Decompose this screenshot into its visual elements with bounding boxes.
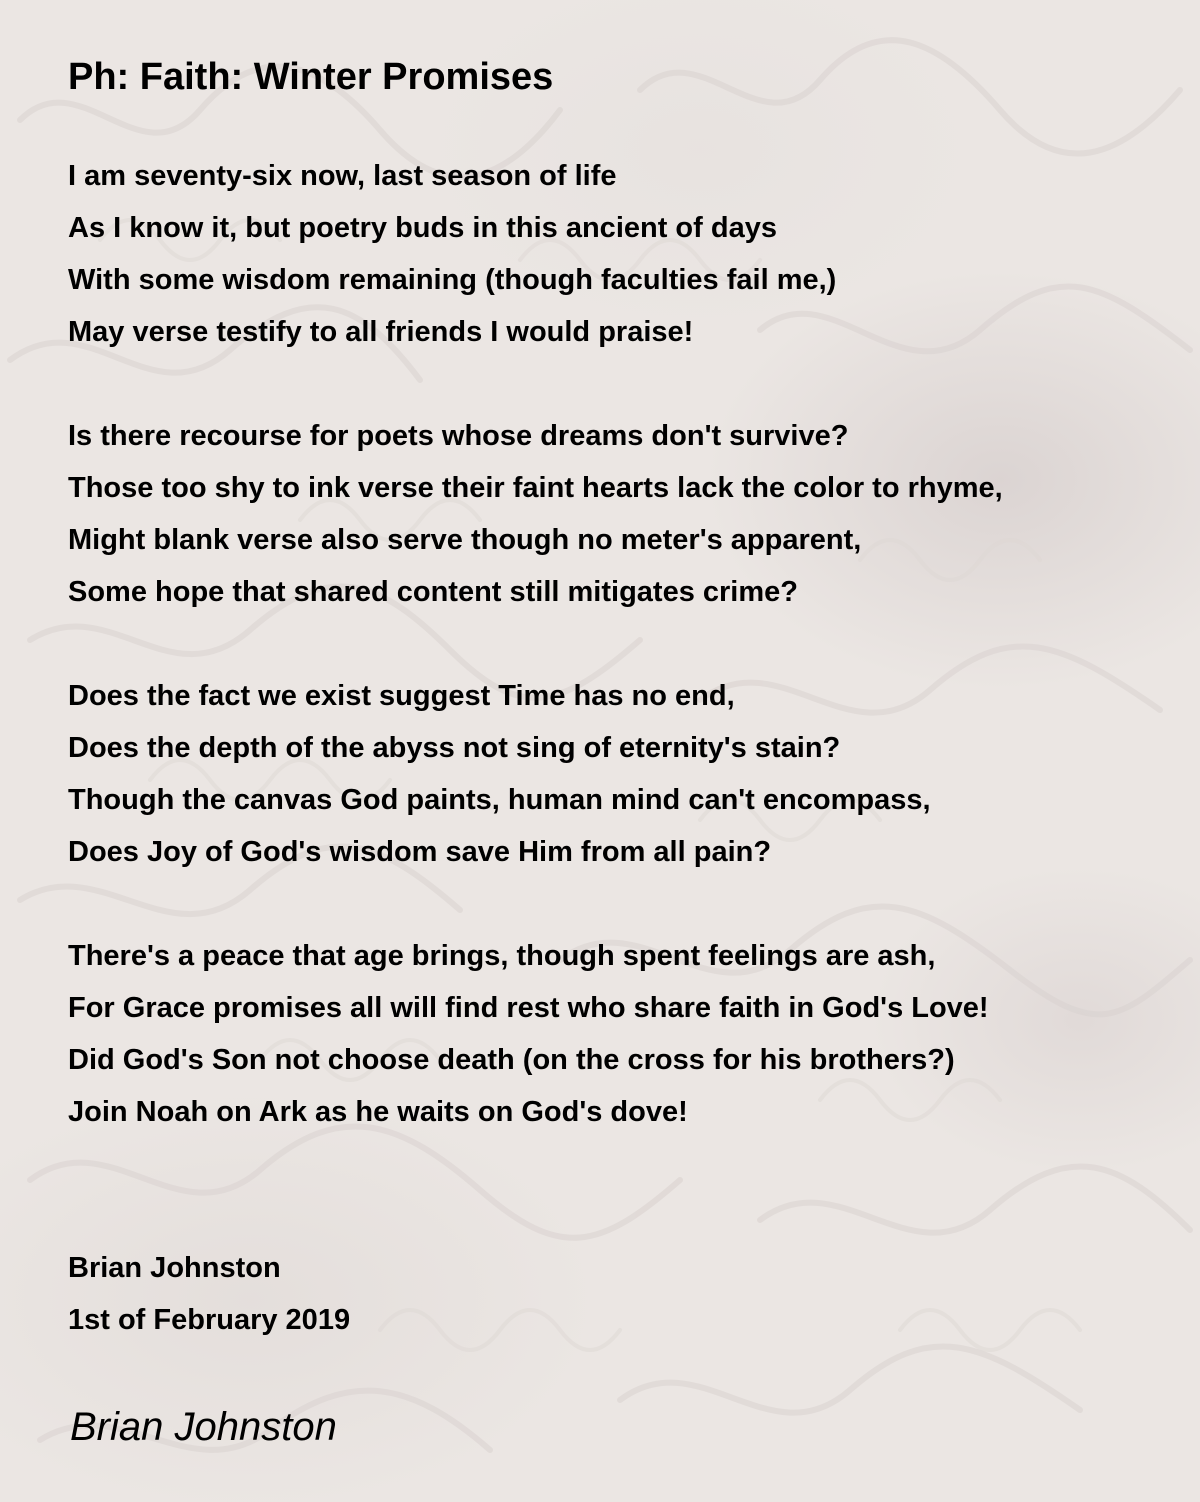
poem-line: Join Noah on Ark as he waits on God's dove!: [68, 1096, 688, 1128]
poem-line: Does the depth of the abyss not sing of eternity's stain?: [68, 732, 841, 764]
poem-date: 1st of February 2019: [68, 1304, 351, 1336]
poem-body: [68, 150, 1168, 1190]
poem-line: Might blank verse also serve though no meter's apparent,: [68, 524, 862, 556]
author-signature: Brian Johnston: [70, 1405, 337, 1449]
poem-line: Does Joy of God's wisdom save Him from all pain?: [68, 836, 772, 868]
poem-line: I am seventy-six now, last season of life: [68, 160, 617, 192]
poem-line: May verse testify to all friends I would praise!: [68, 316, 694, 348]
poem-line: Those too shy to ink verse their faint hearts lack the color to rhyme,: [68, 472, 1003, 504]
poem-title: Ph: Faith: Winter Promises: [68, 56, 554, 98]
stanza-4: [68, 930, 1168, 1138]
poem-author: Brian Johnston: [68, 1252, 281, 1284]
poem-line: Is there recourse for poets whose dreams don't survive?: [68, 420, 849, 452]
stanza-1: [68, 150, 1168, 358]
poem-line: Some hope that shared content still mitigates crime?: [68, 576, 798, 608]
poem-line: Did God's Son not choose death (on the cross for his brothers?): [68, 1044, 955, 1076]
poem-line: For Grace promises all will find rest who share faith in God's Love!: [68, 992, 989, 1024]
poem-line: As I know it, but poetry buds in this ancient of days: [68, 212, 777, 244]
poem-line: Does the fact we exist suggest Time has no end,: [68, 680, 735, 712]
poem-line: With some wisdom remaining (though faculties fail me,): [68, 264, 837, 296]
stanza-2: [68, 410, 1168, 618]
poem-line: There's a peace that age brings, though spent feelings are ash,: [68, 940, 936, 972]
stanza-3: [68, 670, 1168, 878]
poem-line: Though the canvas God paints, human mind can't encompass,: [68, 784, 931, 816]
